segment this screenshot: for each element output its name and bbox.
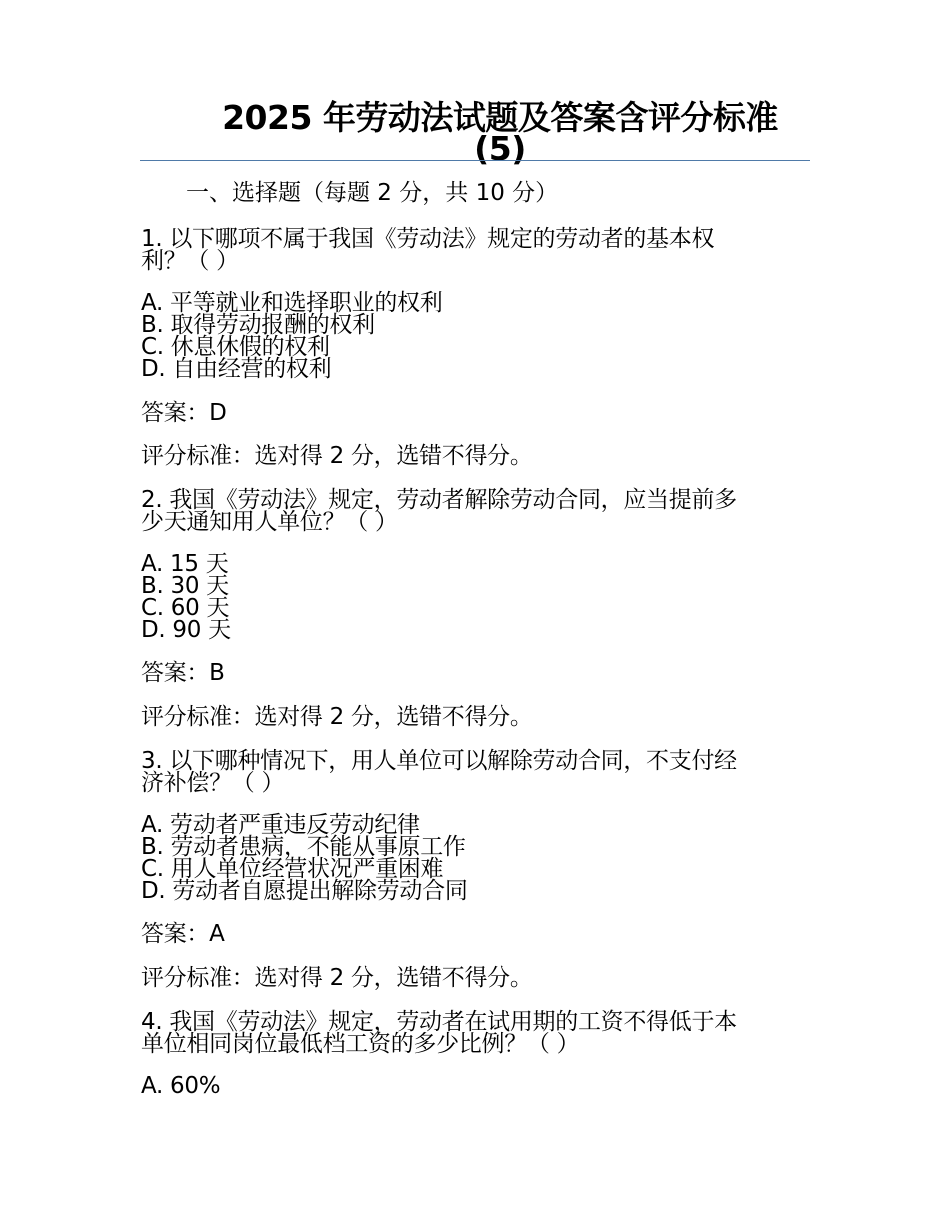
question-stem-line: 单位相同岗位最低档工资的多少比例？（ ）	[141, 1031, 580, 1057]
option-b: B. 取得劳动报酬的权利	[141, 312, 375, 338]
option-a: A. 15 天	[141, 551, 229, 577]
question-1-answer: 答案：D	[141, 400, 227, 426]
question-1-options	[141, 292, 801, 380]
option-b: B. 30 天	[141, 573, 229, 599]
option-c: C. 用人单位经营状况严重困难	[141, 856, 444, 882]
question-1-stem	[141, 228, 801, 272]
option-d: D. 自由经营的权利	[141, 356, 332, 382]
title-divider	[140, 160, 810, 161]
question-stem-line: 3. 以下哪种情况下，用人单位可以解除劳动合同，不支付经	[141, 748, 737, 774]
question-2-answer: 答案：B	[141, 660, 225, 686]
question-2-stem	[141, 489, 801, 533]
question-2-options	[141, 553, 801, 641]
question-3-scoring: 评分标准：选对得 2 分，选错不得分。	[141, 965, 533, 991]
option-a: A. 劳动者严重违反劳动纪律	[141, 812, 420, 838]
question-stem-line: 少天通知用人单位？（ ）	[141, 509, 398, 535]
question-stem-line: 4. 我国《劳动法》规定，劳动者在试用期的工资不得低于本	[141, 1009, 737, 1035]
document-title	[200, 98, 800, 168]
question-stem-line: 1. 以下哪项不属于我国《劳动法》规定的劳动者的基本权	[141, 226, 715, 252]
question-stem-line: 利？（ ）	[141, 248, 239, 274]
question-4-stem	[141, 1011, 801, 1055]
section-heading: 一、选择题（每题 2 分，共 10 分）	[186, 180, 559, 206]
option-c: C. 休息休假的权利	[141, 334, 330, 360]
question-3-stem	[141, 750, 801, 794]
question-4-options	[141, 1075, 801, 1097]
question-3-answer: 答案：A	[141, 921, 225, 947]
option-d: D. 劳动者自愿提出解除劳动合同	[141, 878, 468, 904]
option-c: C. 60 天	[141, 595, 230, 621]
question-stem-line: 济补偿？（ ）	[141, 770, 285, 796]
option-d: D. 90 天	[141, 617, 231, 643]
question-1-scoring: 评分标准：选对得 2 分，选错不得分。	[141, 443, 533, 469]
option-a: A. 平等就业和选择职业的权利	[141, 290, 443, 316]
question-2-scoring: 评分标准：选对得 2 分，选错不得分。	[141, 704, 533, 730]
title-line-2: (5)	[474, 129, 526, 168]
question-stem-line: 2. 我国《劳动法》规定，劳动者解除劳动合同，应当提前多	[141, 487, 737, 513]
option-a: A. 60%	[141, 1073, 221, 1099]
title-line-1: 2025 年劳动法试题及答案含评分标准	[222, 98, 778, 137]
question-3-options	[141, 814, 801, 902]
option-b: B. 劳动者患病，不能从事原工作	[141, 834, 466, 860]
